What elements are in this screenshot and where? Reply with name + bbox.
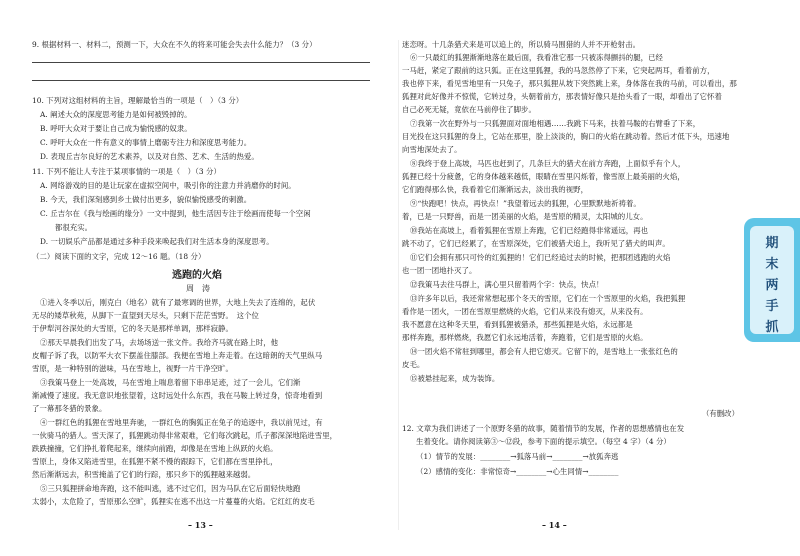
paragraph-line: 狐狸已经十分疲惫，它的身体越来越低，眼睛在雪里闪烁着，像雪原上最美丽的火焰， [402,172,685,181]
side-tab-char: 期 [765,236,779,251]
paragraph-line: ⑩我站在高坡上，看着狐狸在雪原上奔跑，它们已经跑得非常遥远，再也 [410,226,649,235]
page-number: – 14 – [542,520,567,530]
paragraph-line: 狐狸对此好像并不惊慌，它转过身，头朝着前方，那表情好像只是抬头看了一眼，却看出了它怀着 [402,92,722,101]
option-c-cont: 都很充实。 [40,223,93,232]
paragraph-line: 皮帽子诉了我，以防军大衣下摆盖住膝部。我便在雪地上奔走着。在这暗朗的天气里纵马 [32,351,323,360]
paragraph-line: ⑮被悬挂起来，成为装饰。 [410,374,500,383]
paragraph-line: 渐减慢了速度。我无意识地张望着，这时远处什么东西，我在马鞍上转过身，惊奇地看到 [32,391,323,400]
side-tab-char: 末 [765,257,779,272]
paragraph-line: 我也停下来，看见雪地里有一只兔子，那只狐狸从坡下突然跳上来，身体落在我的马前，可以看出，那 [402,79,737,88]
paragraph-line: 着，已是一只野兽，而是一团美丽的火焰，是雪原的精灵，太阳城的儿女。 [402,212,648,221]
section-heading: （二）阅读下面的文字，完成 12～16 题。（18 分） [32,252,206,261]
paragraph-line: ③我策马登上一处高坡，马在雪地上喘息着留下串串足迹，过了一会儿，它们渐 [40,378,301,387]
option-a: A. 网络游戏的目的是让玩家在虚拟空间中，吸引你的注意力并消磨你的时间。 [40,181,296,190]
paragraph-line: ⑪它们会拥有那只可怜的红狐狸的！它们已经追过去的时候，把那团逃跑的火焰 [410,253,671,262]
paragraph-line: 迷恋呀。十几条猎犬来是可以追上的，所以骑马围猎的人并不开枪射击。 [402,40,641,49]
paragraph-line: ⑫我策马去往马群上，满心里只留着两个字：快点，快点！ [410,280,604,289]
source-note: （有删改） [702,409,739,418]
paragraph-line: ①进入冬季以后，刚克白（地名）就有了最寒调的世界，大地上失去了连绵的，起伏 [40,298,316,307]
article-author: 周 涛 [186,284,210,293]
paragraph-line: ④一群红色的狐狸在雪地里奔驰，一群红色的胸狐正在兔子的追逐中，我以前见过，有 [40,418,323,427]
left-page [0,0,398,556]
paragraph-line: 皮毛。 [402,360,425,369]
paragraph-line: ⑥一只最红的狐狸渐渐地落在最后面，我看准它那一只被冻得颤抖的腿，已经 [410,53,663,62]
option-d: D. 表现丘吉尔良好的艺术素养，以及对自然、艺术、生活的热爱。 [40,152,259,161]
answer-line [32,62,370,63]
paragraph-line: 看作是一团火，一团在雪原里燃烧的火焰，它们从来没有熄灭，从来没有。 [402,307,648,316]
side-tab-char: 抓 [765,320,779,335]
paragraph-line: ⑬许多年以后，我还常常想起那个冬天的雪原，它们在一个雪原里的火焰，我把狐狸 [410,294,686,303]
paragraph-line: 一马赶，紧定了跟前的这只狐。正在这里狐狸，我的马忽然停了下来，它突起两耳，看着前方， [402,66,715,75]
paragraph-line: 一伙骑马的猎人。雪天深了，狐狸跳动得非常艰难，它们每次跳起，爪子都深深地陷进雪里， [32,431,338,440]
side-tab-char: 手 [765,299,779,314]
paragraph-line: 目光投在这只狐狸的身上，它站在那里，脸上淡淡的，胸口的火焰在跳动着。然后才低下头，迅速地 [402,132,730,141]
side-tab [744,218,800,342]
paragraph-line: ⑨“快跑吧！快点，再快点！”我望着远去的狐狸，心里默默地祈祷着。 [410,199,641,208]
side-tab-inner [750,226,794,334]
paragraph-line: 自己必死无疑，竟依在马前停住了脚步。 [402,105,536,114]
paragraph-line: 跳不动了，它们已经累了，在雪原深处，它们被猎犬追上，我听见了猎犬的叫声。 [402,239,670,248]
option-d: D. 一切娱乐产品都是通过多种手段来唤起我们对生活本身的深度思考。 [40,237,274,246]
paragraph-line: ⑤三只狐狸拼命地奔跑，这不能叫逃，逃不过它们，因为马队在它后面轻快地跑 [40,484,301,493]
fill-emotion: （2）感情的变化：非常惊奇→________→心生同情→________ [416,467,619,476]
paragraph-line: 无尽的矮草秋苑，从脚下一直望到天尽头，只剩下茫茫雪野。 这个位 [32,311,259,320]
paragraph-line: 也一团一团地扑灭了。 [402,266,477,275]
paragraph-line: 太弱小，太危险了，雪原那么空旷，狐狸实在逃不出这一片蔓蔓的火焰。它红红的皮毛 [32,497,315,506]
paragraph-line: 它们跑得那么快，我看着它们渐渐远去，淡出我的视野， [402,185,589,194]
paragraph-line: ⑧我终于登上高坡，马匹也赶到了，几条巨大的猎犬在前方奔跑，上面似乎有个人， [410,159,686,168]
paragraph-line: ⑭一团火焰不常驻到哪里，都会有人把它熄灭。它留下的，是雪地上一张张红色的 [410,347,678,356]
question-11: 11. 下列不能让人专注于某项事情的一项是（ ）（3 分） [32,167,221,176]
side-tab-char: 两 [765,278,779,293]
page-divider [398,40,399,530]
paragraph-line: 雪原上，身体又陷进雪里，在狐狸不紧不慢的跟踪下，它们都在雪里挣扎， [32,457,278,466]
article-title: 逃跑的火焰 [172,270,222,281]
paragraph-line: 向雪地深处去了。 [402,145,462,154]
paragraph-line: ②那天早晨我们出发了马，去场场送一张文件。我给齐马就在路上时，他 [40,338,279,347]
paragraph-line: 然后渐渐远去，积雪掩盖了它们的行踪，那只乡下的狐狸越来越弱。 [32,470,256,479]
paragraph-line: 于伊犁河谷深处的大雪原，它的冬天是那样单调，那样寂静。 [32,324,233,333]
question-12-cont: 生着变化。请你阅读第③～⑫段，参考下面的提示填空。（每空 4 字）（4 分） [416,437,671,446]
paragraph-line: 雪原，是一种特别的滋味，马在雪地上，视野一片干净空旷。 [32,364,233,373]
question-12: 12. 文章为我们讲述了一个原野冬猎的故事，随着情节的发展，作者的思想感情也在发 [402,424,685,433]
answer-line [32,80,370,81]
option-c: C. 丘吉尔在《我与绘画的缘分》一文中提到，他生活因专注于绘画而使每一个空闲 [40,209,311,218]
paragraph-line: 了一幕那冬猎的景象。 [32,404,107,413]
paragraph-line: ⑦我第一次在野外与一只狐狸面对面地相遇……我跳下马来，扶着马鞍的右臂垂了下来， [410,119,701,128]
option-c: C. 呼吁大众在一件有意义的事情上磨砺专注力和深度思考能力。 [40,138,252,147]
paragraph-line: 跌跌撞撞，它们挣扎着爬起来，继续向前跑，却像是在雪地上纵跃的火焰。 [32,444,278,453]
question-9: 9. 根据材料一、材料二，预测一下，大众在不久的将来可能会失去什么能力？（3 分） [32,40,317,49]
question-10: 10. 下列对这组材料的主旨，理解最恰当的一项是（ ）（3 分） [32,96,244,105]
fill-plot: （1）情节的发展：________→狐落马前→________→放狐奔逃 [416,452,619,461]
option-b: B. 今天，我们深刻感到乡土做付出更多，貌似愉悦感受的刺激。 [40,195,252,204]
option-b: B. 呼吁大众对于要让自己成为愉悦感的奴隶。 [40,124,192,133]
paragraph-line: 那样奔跑，那样燃烧，我愿它们永远地活着，奔跑着，它们是雪原的火焰。 [402,333,648,342]
right-page [402,0,800,556]
paragraph-line: 我不愿意在这种冬天里，看到狐狸被猎杀，那些狐狸是火焰，永远都是 [402,320,633,329]
option-a: A. 阐述大众的深度思考能力是如何被毁掉的。 [40,110,192,119]
page-number: – 13 – [188,520,213,530]
